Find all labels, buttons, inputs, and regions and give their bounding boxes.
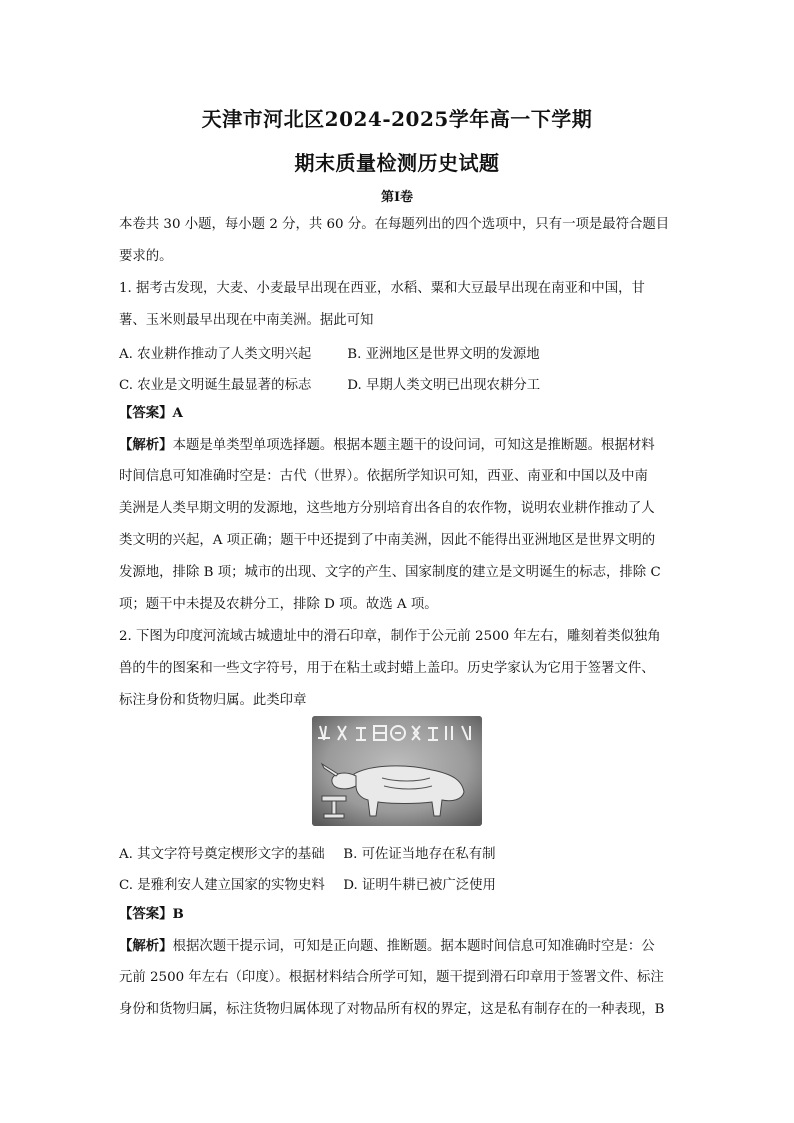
q1-stem-line-2: 薯、玉米则最早出现在中南美洲。据此可知 [119,313,374,328]
q1-analysis-line-6: 项；题干中未提及农耕分工，排除 D 项。故选 A 项。 [119,597,438,612]
intro-line-1: 本卷共 30 小题，每小题 2 分，共 60 分。在每题列出的四个选项中，只有一项是最符合题目 [119,217,670,232]
q2-stem-line-1: 2. 下图为印度河流域古城遗址中的滑石印章，制作于公元前 2500 年左右，雕刻着类似独角 [119,629,661,644]
volume-label: 第Ⅰ卷 [380,190,414,205]
q1-answer: 【答案】A [119,405,183,421]
intro-line-2: 要求的。 [119,249,173,264]
q1-analysis-line-3: 美洲是人类早期文明的发源地，这些地方分别培育出各自的农作物，说明农业耕作推动了人 [119,501,655,516]
q1-options-row-1 [119,343,540,362]
q2-option-b: B. 可佐证当地存在私有制 [343,847,496,862]
q1-options-row-2 [119,374,540,393]
q2-option-a: A. 其文字符号奠定楔形文字的基础 [119,847,325,862]
q2-analysis-line-1 [119,937,687,956]
indus-seal-drawing [312,716,482,826]
q1-analysis-line-4: 类文明的兴起，A 项正确；题干中还提到了中南美洲，因此不能得出亚洲地区是世界文明的 [119,533,656,548]
q1-analysis-text-1: 本题是单类型单项选择题。根据本题主题干的设问词，可知这是推断题。根据材料 [172,438,655,453]
q2-stem-line-3: 标注身份和货物归属。此类印章 [119,693,307,708]
q2-stem-line-2: 兽的牛的图案和一些文字符号，用于在粘土或封蜡上盖印。历史学家认为它用于签署文件、 [119,661,655,676]
q2-options-row-1 [119,843,496,862]
q1-option-a: A. 农业耕作推动了人类文明兴起 [119,347,312,362]
q2-answer: 【答案】B [119,906,184,922]
exam-title: 天津市河北区2024-2025学年高一下学期 [201,107,593,131]
q2-options-row-2 [119,874,496,893]
q1-option-d: D. 早期人类文明已出现农耕分工 [347,378,541,393]
q1-analysis-line-5: 发源地，排除 B 项；城市的出现、文字的产生、国家制度的建立是文明诞生的标志，排除 C [119,565,661,580]
q2-analysis-line-2: 元前 2500 年左右（印度）。根据材料结合所学可知，题干提到滑石印章用于签署文件、标注 [119,970,664,985]
q2-option-c: C. 是雅利安人建立国家的实物史料 [119,878,325,893]
exam-subtitle: 期末质量检测历史试题 [294,151,500,175]
q1-analysis-label: 【解析】 [119,437,173,453]
q2-option-d: D. 证明牛耕已被广泛使用 [343,878,496,893]
q2-analysis-label: 【解析】 [119,938,173,954]
q1-stem-line-1: 1. 据考古发现，大麦、小麦最早出现在西亚，水稻、粟和大豆最早出现在南亚和中国，甘 [119,281,645,296]
q1-analysis-line-1 [119,436,687,455]
indus-seal-image [312,716,482,826]
q1-option-b: B. 亚洲地区是世界文明的发源地 [347,347,540,362]
q1-option-c: C. 农业是文明诞生最显著的标志 [119,378,312,393]
q1-analysis-line-2: 时间信息可知准确时空是：古代（世界）。依据所学知识可知，西亚、南亚和中国以及中南 [119,469,648,484]
q2-analysis-text-1: 根据次题干提示词，可知是正向题、推断题。据本题时间信息可知准确时空是：公 [172,939,655,954]
q2-analysis-line-3: 身份和货物归属，标注货物归属体现了对物品所有权的界定，这是私有制存在的一种表现，B [119,1002,665,1017]
